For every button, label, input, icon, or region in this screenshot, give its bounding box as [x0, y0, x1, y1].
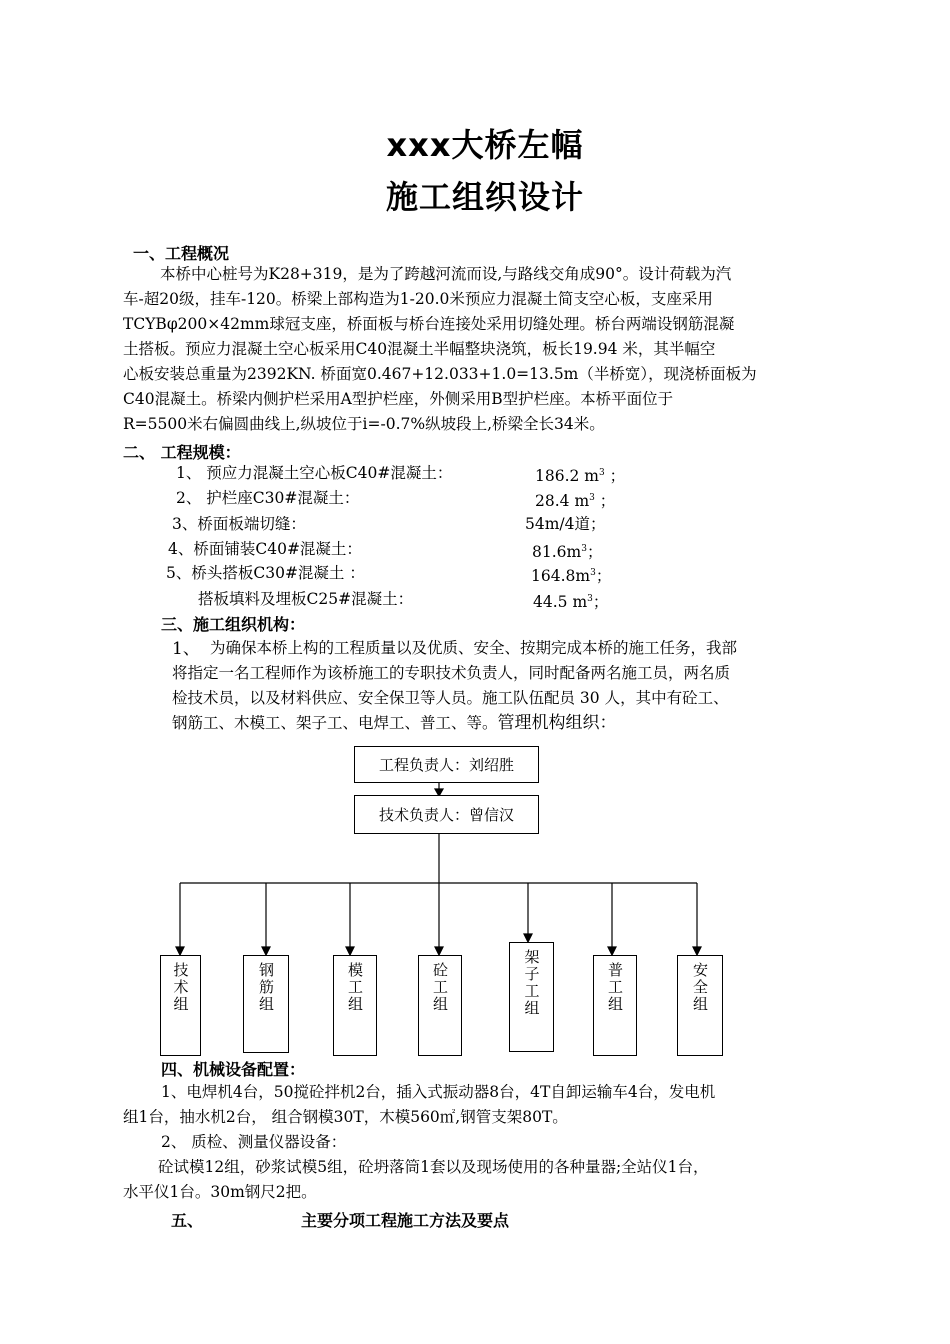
para-line: 本桥中心桩号为K28+319，是为了跨越河流而设,与路线交角成90°。设计荷载为汽 [160, 265, 732, 283]
para-line: TCYBφ200×42mm球冠支座，桥面板与桥台连接处采用切缝处理。桥台两端设钢筋混凝 [123, 315, 735, 333]
org-group-box [418, 955, 462, 1056]
para-line: 为确保本桥上构的工程质量以及优质、安全、按期完成本桥的施工任务，我部 [210, 639, 738, 657]
org-group-label: 普工组 [606, 962, 624, 1013]
org-group-label: 砼工组 [431, 962, 449, 1013]
section3-number: 1、 [172, 639, 200, 659]
doc-title-line1: xxx大桥左幅 [386, 126, 584, 164]
para-line: R=5500米右偏圆曲线上,纵坡位于i=-0.7%纵坡段上,桥梁全长34米。 [123, 415, 605, 433]
scale-item-value: 186.2 $m^3$ ； [535, 467, 626, 486]
org-group-label: 模工组 [346, 962, 364, 1013]
org-group-box [509, 942, 554, 1052]
para-line: 钢筋工、木模工、架子工、电焊工、普工、等。管理机构组织： [172, 713, 617, 733]
para-line: 检技术员，以及材料供应、安全保卫等人员。施工队伍配员 30 人，其中有砼工、 [172, 689, 729, 707]
section5-heading: 主要分项工程施工方法及要点 [301, 1211, 510, 1230]
org-chief-label: 工程负责人：刘绍胜 [378, 756, 514, 774]
org-group-label: 技术组 [171, 962, 190, 1013]
org-group-label: 架子工组 [522, 949, 541, 1017]
para-line: 砼试模12组，砂浆试模5组，砼坍落筒1套以及现场使用的各种量器;全站仪1台， [158, 1158, 709, 1176]
scale-item-label: 3、桥面板端切缝： [172, 515, 306, 533]
para-line: 水平仪1台。30m钢尺2把。 [123, 1183, 317, 1201]
org-tech-box [354, 795, 539, 834]
org-group-box [593, 955, 637, 1056]
scale-item-label: 搭板填料及埋板C25#混凝土： [198, 590, 414, 608]
doc-title-line2: 施工组织设计 [385, 178, 584, 216]
section1-heading: 一、工程概况 [133, 244, 230, 263]
scale-item-label: 2、 护栏座C30#混凝土： [176, 489, 360, 507]
section4-paragraph [123, 1080, 715, 1205]
scale-item-label: 1、 预应力混凝土空心板C40#混凝土： [176, 464, 453, 482]
para-line: 将指定一名工程师作为该桥施工的专职技术负责人，同时配备两名施工员，两名质 [172, 664, 731, 682]
org-group-label: 钢筋组 [257, 962, 275, 1013]
org-group-label: 安全组 [691, 962, 709, 1013]
section4-heading: 四、机械设备配置： [161, 1060, 306, 1079]
scale-item-value: $164.8m^3$； [531, 567, 612, 586]
org-group-box [160, 955, 201, 1056]
scale-item-label: 4、桥面铺装C40#混凝土： [168, 540, 362, 558]
section5-number: 五、 [171, 1211, 204, 1230]
org-group-box [677, 955, 723, 1056]
para-line: 1、电焊机4台，50搅砼拌机2台，插入式振动器8台，4T自卸运输车4台，发电机 [161, 1083, 716, 1101]
scale-item-value: 54m/4道； [525, 515, 606, 533]
org-group-box [243, 955, 289, 1053]
scale-item-value: 28.4 $m^3$ ； [535, 492, 616, 511]
scale-item-label: 5、桥头搭板C30#混凝土 ： [166, 564, 365, 582]
section2-heading: 二、 工程规模： [123, 443, 241, 462]
para-line: 心板安装总重量为2392KN. 桥面宽0.467+12.033+1.0=13.5m（半桥宽），现浇桥面板为 [123, 365, 757, 383]
section3-heading: 三、施工组织机构： [161, 615, 306, 634]
scale-item-value: 44.5 $m^3$； [533, 593, 609, 612]
org-group-box [333, 955, 377, 1056]
para-line: 车-超20级，挂车-120。桥梁上部构造为1-20.0米预应力混凝土简支空心板，支座采用 [123, 290, 713, 308]
para-line: 土搭板。预应力混凝土空心板采用C40混凝土半幅整块浇筑，板长19.94 米，其半幅空 [123, 340, 716, 358]
para-line: C40混凝土。桥梁内侧护栏采用A型护栏座，外侧采用B型护栏座。本桥平面位于 [123, 390, 674, 408]
para-line: 2、 质检、测量仪器设备： [161, 1133, 347, 1151]
org-chief-box [354, 746, 539, 783]
scale-item-value: $81.6m^3$； [532, 543, 603, 562]
org-tech-label: 技术负责人：曾信汉 [378, 806, 514, 824]
para-line: 组1台，抽水机2台， 组合钢模30T，木模560㎡,钢管支架80T。 [123, 1108, 568, 1126]
